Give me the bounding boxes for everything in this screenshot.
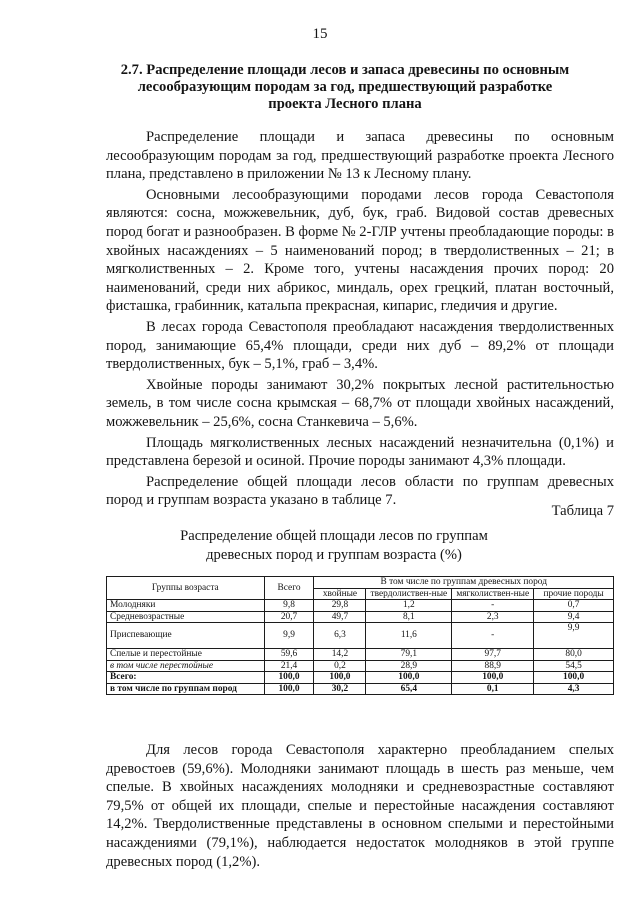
header-softwood: мягколиствен-ные (452, 588, 534, 600)
header-conifer: хвойные (314, 588, 366, 600)
cell-hardwood: 8,1 (366, 611, 452, 623)
cell-conifer: 29,8 (314, 600, 366, 612)
row-label: Приспевающие (107, 623, 265, 649)
paragraph-1: Распределение площади и запаса древесины по основным лесообразующим породам за год, предшествующий разработке проекта Лесного плана, представлено в приложении № 13 к Лесному плану. (106, 129, 614, 183)
cell-total: 21,4 (264, 660, 314, 672)
paragraph-5: Площадь мягколиственных лесных насаждений незначительна (0,1%) и представлена березой и осиной. Прочие породы занимают 4,3% площади. (106, 434, 614, 470)
cell-hardwood: 11,6 (366, 623, 452, 649)
cell-softwood: 2,3 (452, 611, 534, 623)
cell-other: 80,0 (534, 649, 614, 661)
table-row (107, 660, 614, 672)
cell-softwood: - (452, 623, 534, 649)
paragraph-4: Хвойные породы занимают 30,2% покрытых лесной растительностью земель, в том числе сосна крымская – 68,7% от площади хвойных насаждений, можжевельник – 25,6%, сосна Станкевича – 5,6%. (106, 376, 614, 430)
cell-other: 100,0 (534, 672, 614, 684)
header-total: Всего (264, 577, 314, 600)
cell-other: 4,3 (534, 683, 614, 695)
conclusion-text (106, 741, 614, 871)
cell-hardwood: 65,4 (366, 683, 452, 695)
table-row-by-group (107, 683, 614, 695)
cell-hardwood: 100,0 (366, 672, 452, 684)
cell-total: 9,9 (264, 623, 314, 649)
paragraph-7: Для лесов города Севастополя характерно преобладанием спелых древостоев (59,6%). Молодняки занимают площадь в шесть раз меньше, чем спелые. В хвойных насаждениях молодняки и средневозрастные составляют 79,5% от общей их площади, спелые и перестойные насаждения составляют 14,2%. Твердолиственные представлены в основном спелыми и перестойными насаждениями (79,1%), наблюдается недостаток молодняков в этой группе древесных пород (1,2%). (106, 742, 614, 870)
table-caption: Распределение общей площади лесов по группам древесных пород и группам возраста (%) (180, 528, 488, 563)
table-label: Таблица 7 (551, 503, 614, 519)
cell-conifer: 14,2 (314, 649, 366, 661)
cell-conifer: 100,0 (314, 672, 366, 684)
cell-conifer: 49,7 (314, 611, 366, 623)
body-text (106, 128, 614, 510)
cell-softwood: - (452, 600, 534, 612)
row-label: Спелые и перестойные (107, 649, 265, 661)
cell-softwood: 88,9 (452, 660, 534, 672)
row-label: Средневозрастные (107, 611, 265, 623)
cell-conifer: 30,2 (314, 683, 366, 695)
cell-other: 9,9 (534, 623, 614, 649)
cell-other: 0,7 (534, 600, 614, 612)
cell-softwood: 100,0 (452, 672, 534, 684)
cell-total: 20,7 (264, 611, 314, 623)
cell-conifer: 0,2 (314, 660, 366, 672)
header-age-group: Группы возраста (107, 577, 265, 600)
cell-hardwood: 79,1 (366, 649, 452, 661)
paragraph-3: В лесах города Севастополя преобладают насаждения твердолиственных пород, занимающие 65,4% площади, среди них дуб – 89,2% от площади твердолиственных, бук – 5,1%, граб – 3,4%. (106, 318, 614, 373)
table-row (107, 649, 614, 661)
cell-total: 9,8 (264, 600, 314, 612)
cell-total: 100,0 (264, 683, 314, 695)
cell-other: 9,4 (534, 611, 614, 623)
cell-hardwood: 1,2 (366, 600, 452, 612)
paragraph-2: Основными лесообразующими породами лесов города Севастополя являются: сосна, можжевельник, дуб, бук, граб. Видовой состав древесных пород богат и разнообразен. В форме № 2-ГЛР учтены преобладающие породы: в хвойных насаждениях – 5 наименований пород; в твердолиственных – 21; в мягколиственных – 2. Кроме того, учтены насаждения прочих пород: 20 наименований, среди них абрикос, миндаль, орех грецкий, платан восточный, фисташка, грабинник, катальпа прекрасная, кипарис, гледичия и другие. (106, 186, 614, 315)
table-row (107, 623, 614, 649)
table-row (107, 600, 614, 612)
header-hardwood: твердолиствен-ные (366, 588, 452, 600)
row-label: в том числе по группам пород (107, 683, 265, 695)
cell-softwood: 0,1 (452, 683, 534, 695)
page-number: 15 (312, 26, 328, 42)
table-row (107, 611, 614, 623)
header-other: прочие породы (534, 588, 614, 600)
paragraph-6: Распределение общей площади лесов области по группам древесных пород и группам возраста указано в таблице 7. (106, 473, 614, 509)
row-label: Всего: (107, 672, 265, 684)
cell-total: 59,6 (264, 649, 314, 661)
row-label: Молодняки (107, 600, 265, 612)
section-heading: 2.7. Распределение площади лесов и запаса древесины по основным лесообразующим породам за год, предшествующий разработке проекта Лесного плана (120, 62, 570, 112)
header-species-group: В том числе по группам древесных пород (314, 577, 614, 589)
cell-hardwood: 28,9 (366, 660, 452, 672)
table-row-total (107, 672, 614, 684)
cell-other: 54,5 (534, 660, 614, 672)
cell-conifer: 6,3 (314, 623, 366, 649)
age-group-table (106, 576, 614, 695)
cell-softwood: 97,7 (452, 649, 534, 661)
cell-total: 100,0 (264, 672, 314, 684)
row-label: в том числе перестойные (107, 660, 265, 672)
